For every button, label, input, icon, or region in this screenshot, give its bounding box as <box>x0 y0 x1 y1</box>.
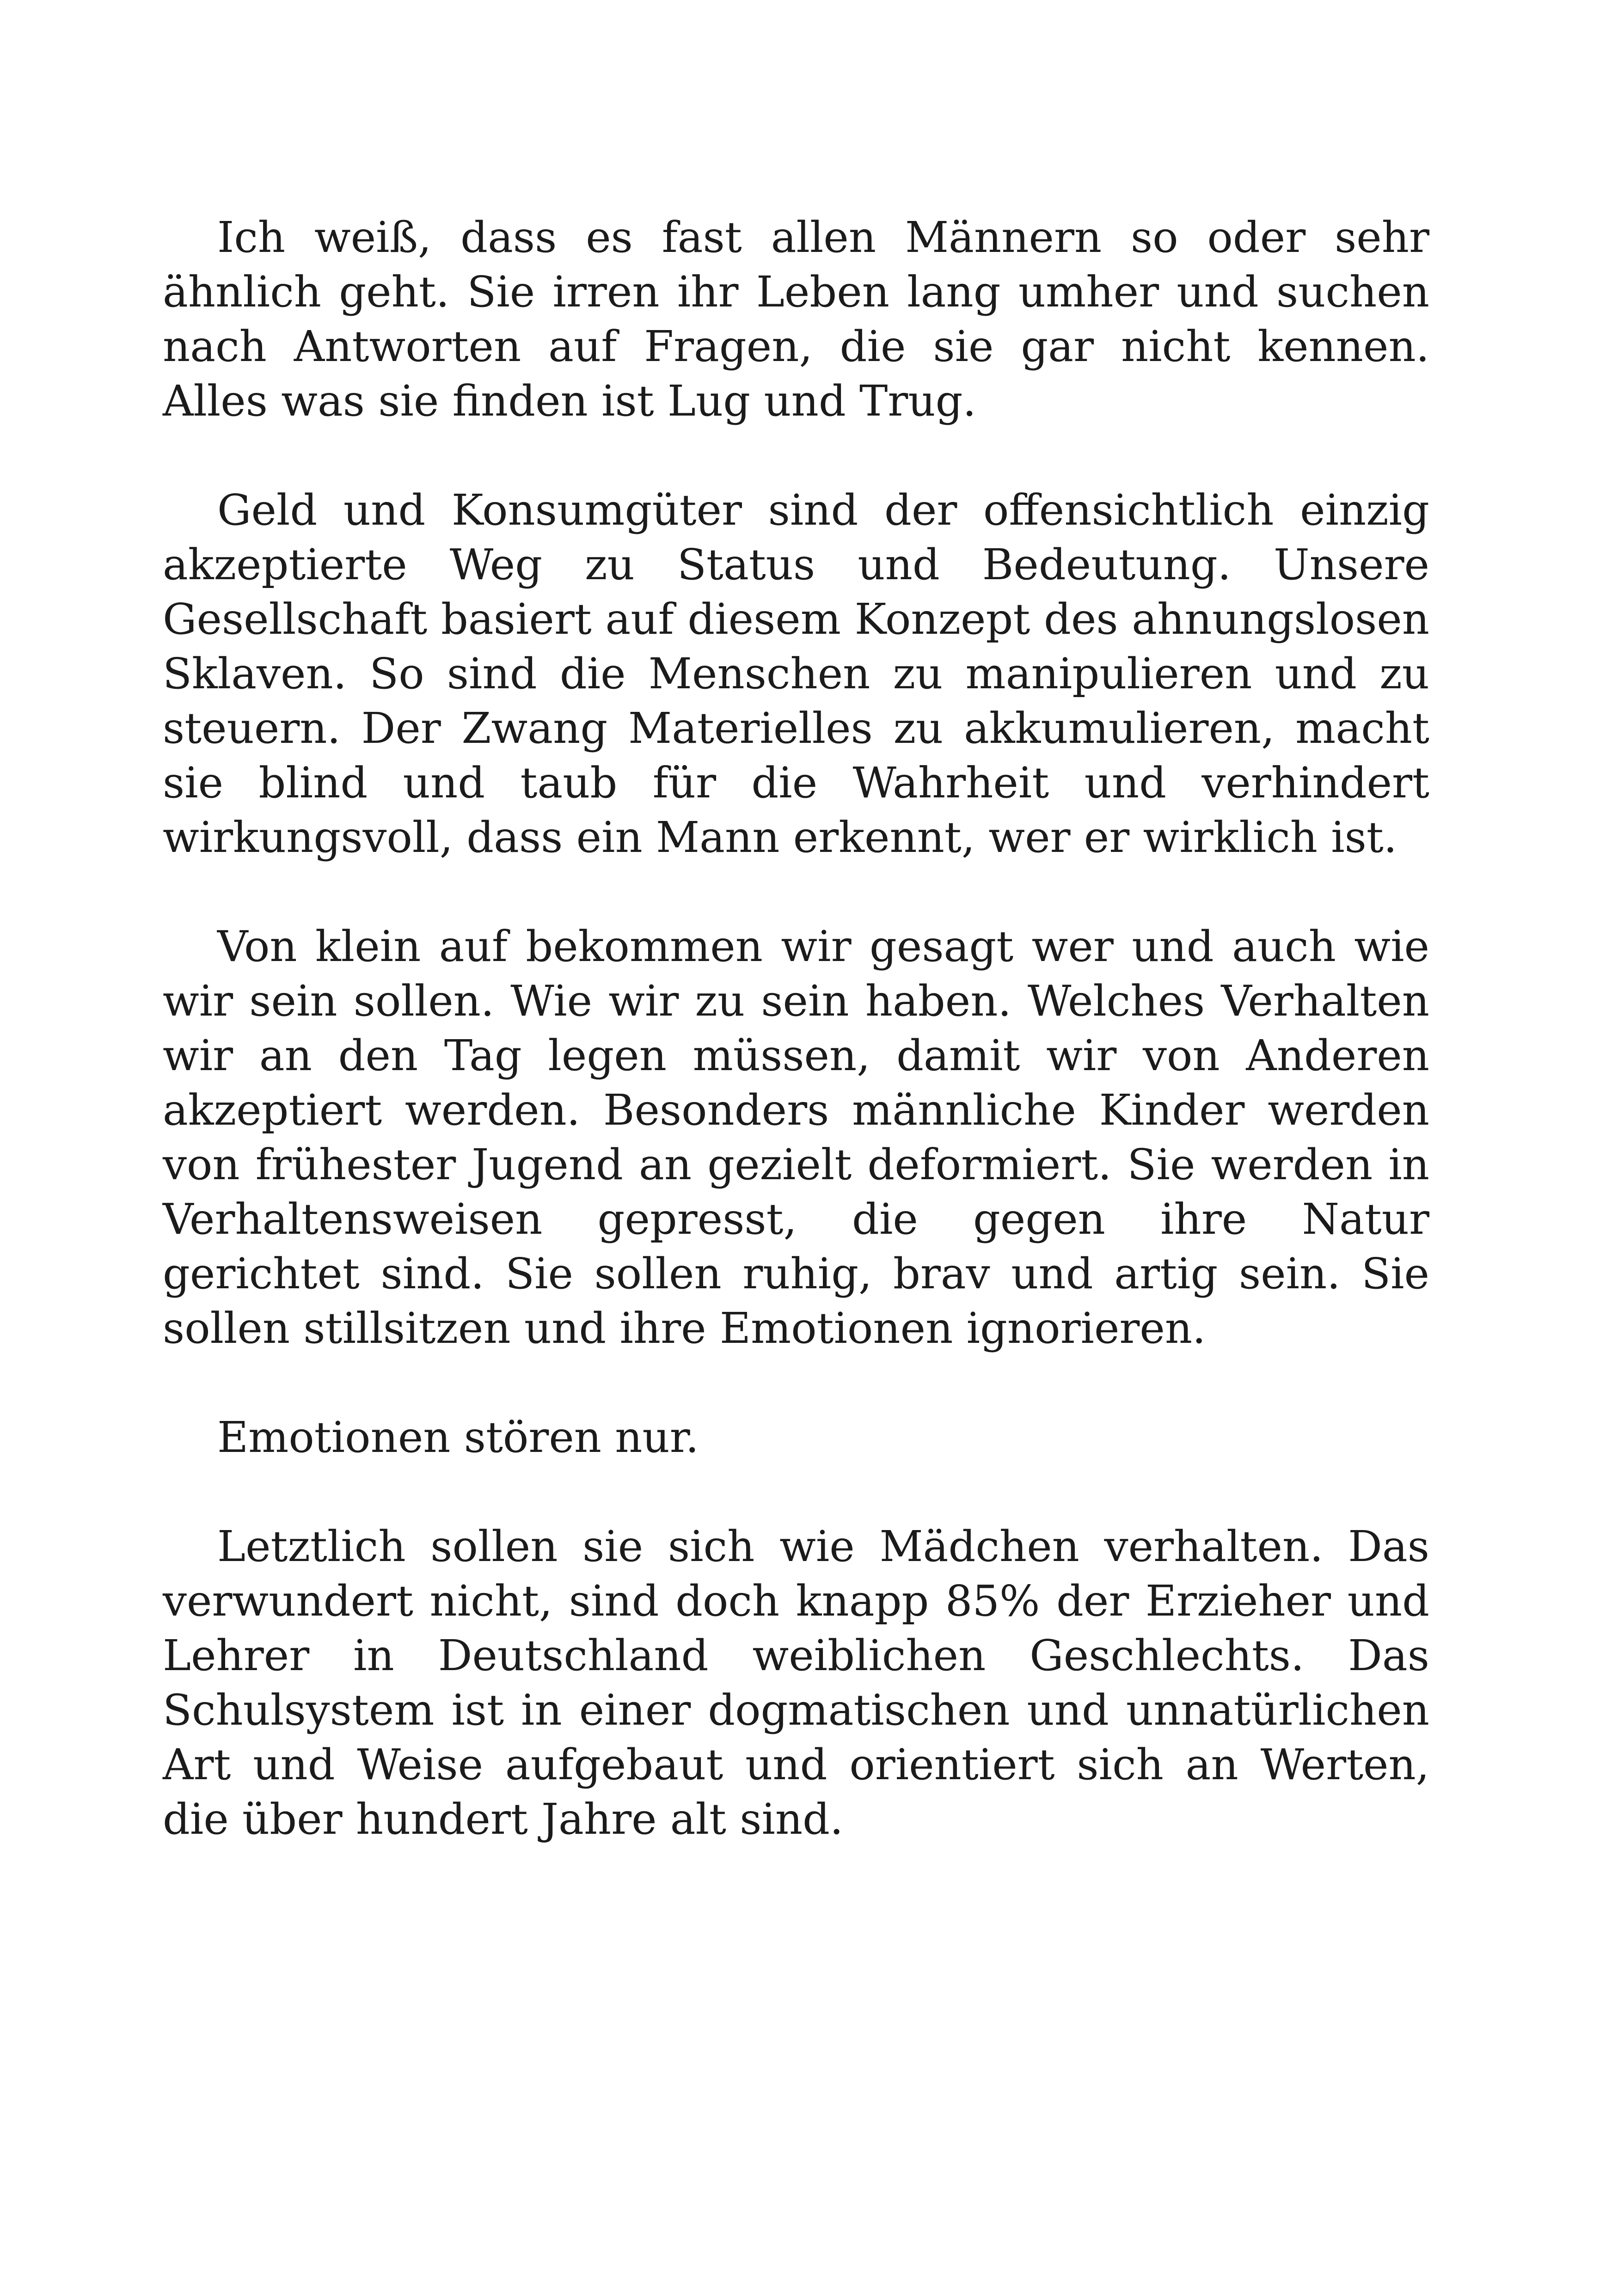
paragraph: Emotionen stören nur. <box>217 1413 699 1462</box>
paragraph: Geld und Konsumgüter sind der offensichtlich einzig akzeptierte Weg zu Status und Bedeutung. Unsere Gesellschaft basiert auf diesem Konzept des ahnungslosen Sklaven. So sind die Menschen zu manipulieren und zu steuern. Der Zwang Materielles zu akkumulieren, macht sie blind und taub für die Wahrheit und verhindert wirkungsvoll, dass ein Mann erkennt, wer er wirklich ist. <box>163 485 1429 862</box>
paragraph: Von klein auf bekommen wir gesagt wer und auch wie wir sein sollen. Wie wir zu sein haben. Welches Verhalten wir an den Tag legen müssen, damit wir von Anderen akzeptiert werden. Besonders männliche Kinder werden von frühester Jugend an gezielt deformiert. Sie werden in Verhaltensweisen gepresst, die gegen ihre Natur gerichtet sind. Sie sollen ruhig, brav und artig sein. Sie sollen stillsitzen und ihre Emotionen ignorieren. <box>163 922 1429 1353</box>
paragraph: Ich weiß, dass es fast allen Männern so oder sehr ähnlich geht. Sie irren ihr Leben lang umher und suchen nach Antworten auf Fragen, die sie gar nicht kennen. Alles was sie finden ist Lug und Trug. <box>163 213 1429 426</box>
body-text <box>163 210 1429 1847</box>
paragraph: Letztlich sollen sie sich wie Mädchen verhalten. Das verwundert nicht, sind doch knapp 85% der Erzieher und Lehrer in Deutschland weiblichen Geschlechts. Das Schulsystem ist in einer dogmatischen und unnatürlichen Art und Weise aufgebaut und orientiert sich an Werten, die über hundert Jahre alt sind. <box>163 1522 1429 1844</box>
